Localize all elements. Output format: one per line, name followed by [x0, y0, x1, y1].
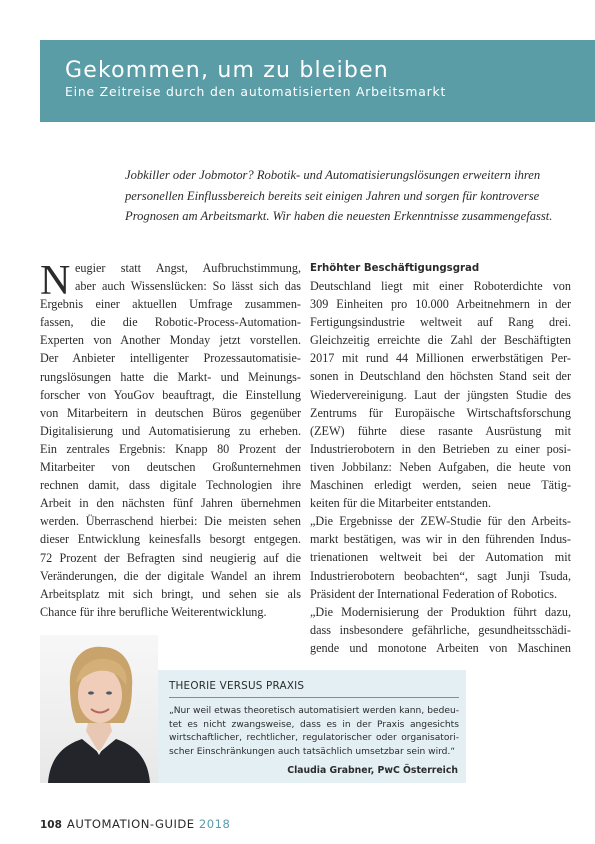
body-line: Maschinen erledigt werden, seien neue Tätig-	[310, 478, 571, 493]
body-line: dieser Entwicklung keinesfalls besorgt entgegen.	[40, 532, 301, 547]
portrait-photo	[40, 635, 158, 783]
body-line: gende und monotone Arbeiten von Maschinen	[310, 640, 571, 655]
body-line: werden. Überraschend hierbei: Die meisten sehen	[40, 514, 301, 529]
drop-cap: N	[40, 258, 71, 304]
article-subtitle: Eine Zeitreise durch den automatisierten Arbeitsmarkt	[65, 84, 447, 99]
body-line: Arbeitsplatz mit sich bringt, und sehen sie als	[40, 586, 301, 601]
body-line: (ZEW) führte diese rasante Ausrüstung mit	[310, 423, 571, 438]
quote-text	[169, 705, 459, 759]
body-line: Gleichzeitig erreichte die Zahl der Beschäftigten	[310, 333, 571, 348]
body-line: forscher von YouGov beauftragt, die Einstellung	[40, 387, 301, 402]
body-line: Präsident der International Federation of Robotics.	[310, 586, 558, 601]
body-line: Ergebnis einer aktuellen Umfrage zusammen-	[40, 297, 301, 312]
body-line: „Die Ergebnisse der ZEW-Studie für den Arbeits-	[310, 514, 571, 529]
section-heading: Erhöhter Beschäftigungsgrad	[310, 263, 480, 274]
body-line: von Mitarbeitern in deutschen Büros gegenüber	[40, 405, 301, 420]
page-footer	[40, 817, 230, 831]
body-line: Fertigungsindustrie weltweit auf Rang drei.	[310, 315, 571, 330]
body-line: Industrierobotern in den Betrieben zu einer posi-	[310, 441, 571, 456]
quote-box-title: THEORIE VERSUS PRAXIS	[169, 680, 305, 692]
body-line: 2017 mit rund 44 Millionen erwerbstätigen Per-	[310, 351, 571, 366]
intro-line: personellen Einflussbereich bereits seit einigen Jahren und sorgen für kontroverse	[125, 188, 540, 203]
quote-line: wirtschaftlicher, rechtlicher, regulatorischer oder organisatori-	[169, 733, 459, 744]
quote-line: scher Einschränkungen auch tatsächlich umsetzbar sein wird.“	[169, 746, 456, 757]
quote-author: Claudia Grabner, PwC Österreich	[287, 765, 458, 776]
body-line: sonen in Deutschland den höchsten Stand seit der	[310, 369, 571, 384]
page-number: 108	[40, 819, 62, 831]
right-column	[310, 262, 571, 657]
quote-line: „Nur weil etwas theoretisch automatisiert werden kann, bedeu-	[169, 706, 459, 716]
body-line: Chance für ihre berufliche Weiterentwicklung.	[40, 604, 267, 619]
body-line: fassen, die die Robotic-Process-Automation-	[40, 315, 301, 330]
body-line: Wiedervereinigung. Laut der jüngsten Studie des	[310, 387, 571, 402]
body-line: Ein zentrales Ergebnis: Knapp 80 Prozent der	[40, 441, 301, 456]
body-line: Experten von Another Monday jetzt vorstellen.	[40, 333, 301, 348]
body-line: Zentrums für Europäische Wirtschaftsforschung	[310, 405, 571, 420]
body-line: 309 Einheiten pro 10.000 Arbeitnehmern in der	[310, 297, 571, 312]
body-line: eugier statt Angst, Aufbruchstimmung,	[75, 261, 301, 275]
body-line: keiten für die Mitarbeiter entstanden.	[310, 496, 492, 511]
body-line: Arbeit in den nächsten fünf Jahren übernehmen	[40, 496, 301, 511]
body-line: trienationen weltweit bei der Automation mit	[310, 550, 571, 565]
body-line: markt bestätigen, was wir in den führenden Indus-	[310, 532, 571, 547]
body-line: dass insbesondere gefährliche, gesundheitsschädi-	[310, 622, 571, 637]
body-line: Mitarbeiter von deutschen Großunternehmen	[40, 460, 301, 475]
intro-line: Prognosen am Arbeitsmarkt. Wir haben die neuesten Erkenntnisse zusammengefasst.	[125, 209, 553, 223]
publication-year: 2018	[198, 817, 231, 831]
body-line: Deutschland liegt mit einer Roboterdichte von	[310, 279, 571, 293]
quote-line: tet es nicht zwangsweise, dass es in der Praxis angesichts	[169, 719, 459, 730]
body-line: Industrierobotern beobachten“, sagt Junji Tsuda,	[310, 568, 571, 583]
body-line: rechnen damit, dass digitale Technologien ihre	[40, 478, 301, 493]
body-line: tiven Jobbilanz: Neben Aufgaben, die heute von	[310, 459, 571, 474]
body-line: Der Anbieter intelligenter Prozessautomatisie-	[40, 351, 301, 366]
quote-box-divider	[169, 697, 459, 698]
body-line: „Die Modernisierung der Produktion führt dazu,	[310, 604, 571, 619]
article-intro	[125, 165, 555, 227]
intro-line: Jobkiller oder Jobmotor? Robotik- und Automatisierungslösungen erweitern ihren	[125, 168, 541, 182]
article-title: Gekommen, um zu bleiben	[65, 58, 389, 83]
publication-name: AUTOMATION-GUIDE	[66, 817, 195, 831]
body-line: Veränderungen, die der digitale Wandel an ihrem	[40, 568, 301, 583]
body-line: Digitalisierung und Automatisierung zu erheben.	[40, 423, 301, 438]
body-line: 72 Prozent der Befragten sind neugierig auf die	[40, 550, 301, 565]
body-line: rungslösungen hatte die Markt- und Meinungs-	[40, 369, 301, 384]
body-line: aber auch Wissenslücken: So lässt sich das	[75, 279, 301, 294]
left-column	[40, 259, 301, 621]
